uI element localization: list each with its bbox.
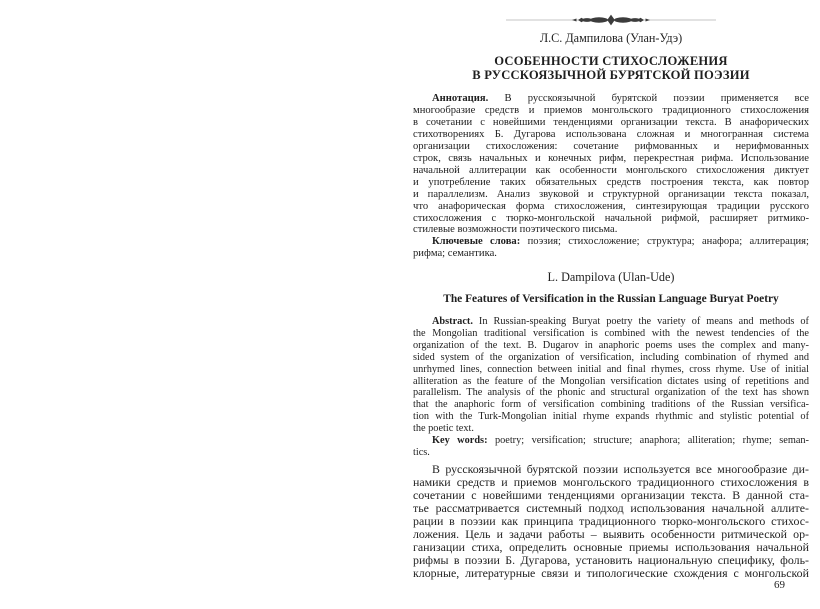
text-line: unrhymed lines, connection between initial and final rhymes, cross rhyme. Use of initial [413,363,809,375]
text-line: рации в поэзии как принципа традиционного тюрко-монгольского стихос- [413,515,809,528]
fleuron-divider-icon [506,13,716,27]
text-line: sided system of the organization of versification, including combination of rhymed and [413,351,809,363]
author-line-ru: Л.С. Дампилова (Улан-Удэ) [539,31,683,45]
text-line: начальной аллитерации как особенности монгольского стихосложения диктует [413,164,809,176]
abstract-paragraph-en [413,316,809,435]
text-line: tics. [413,446,430,458]
text-line: ложения. Цель и задачи работы – выявить особенности ритмической ор- [413,528,809,541]
text-line: тье рассматривается системный подход использования начальной аллите- [413,502,809,515]
article-title-ru [413,55,809,82]
text-line: ганизации стиха, определить основные приемы использования начальной [413,541,809,554]
article-title-ru-line2: В РУССКОЯЗЫЧНОЙ БУРЯТСКОЙ ПОЭЗИИ [472,67,750,82]
text-line: в сочетании с новейшими тенденциями организации текста. В анафорических [413,116,809,128]
keywords-paragraph-en [413,435,809,459]
text-line: организации стихосложения: сочетание рифмованных и нерифмованных [413,140,809,152]
text-line: Аннотация. В русскоязычной бурятской поэзии применяется все [432,93,809,104]
body-paragraph-ru [413,463,809,580]
text-line: стилевые возможности поэтического письма. [413,224,618,236]
text-line: рифма; семантика. [413,247,497,259]
text-line: alliteration as the feature of the Mongolian versification dictates using of repetitions and [413,375,809,387]
annotation-paragraph-ru [413,93,809,236]
text-line: и параллелизм. Анализ звуковой и структурной организации текста показал, [413,188,809,200]
text-line: стихосложения с тюрко-монгольской начальной рифмой, расширяет ритмико- [413,212,809,224]
text-line: the Mongolian traditional versification is combined with the newest tendencies of the [413,327,809,339]
text-line: и употребление таких обязательных средств построения текста, как повтор [413,176,809,188]
text-line: что анафорическая форма стихосложения, синтезирующая традиции русского [413,200,809,212]
text-line: Abstract. In Russian-speaking Buryat poetry the variety of means and methods of [432,316,809,327]
text-line: рифмы в поэзии Б. Дугарова, установить национальную специфику, фоль- [413,554,809,567]
text-line: parallelism. The analysis of the phonic and structural organization of the text has shown [413,387,809,399]
text-line: многообразие средств и приемов монгольского традиционного стихосложения [413,104,809,116]
text-line: organization of the text. B. Dugarov in anaphoric poems uses the complex and many- [413,339,809,351]
text-line: В русскоязычной бурятской поэзии используется все многообразие ди- [432,463,809,476]
text-line: the poetic text. [413,423,474,435]
author-line-en: L. Dampilova (Ulan-Ude) [547,270,675,284]
text-line: строк, связь начальных и конечных рифм, перекрестная рифма. Использование [413,152,809,164]
page-column [413,0,809,609]
keywords-paragraph-ru [413,236,809,260]
text-line: стихотворениях Б. Дугарова использована сложная и многогранная система [413,128,809,140]
text-line: клорные, литературные связи и типологические схождения с монгольской [413,567,809,580]
text-line: tion with the Turk-Mongolian initial rhyme expands rhythmic and stylistic potential of [413,411,809,423]
text-line: that the anaphoric form of versification combining traditions of the Russian versifica- [413,399,809,411]
text-line: Ключевые слова: поэзия; стихосложение; структура; анафора; аллитерация; [432,236,809,247]
text-line: сочетании с новейшими тенденциями организации текста. В данной ста- [413,489,809,502]
article-title-en: The Features of Versification in the Russian Language Buryat Poetry [443,293,779,305]
text-line: намики средств и приемов монгольского традиционного стихосложения в [413,476,809,489]
article-title-ru-line1: ОСОБЕННОСТИ СТИХОСЛОЖЕНИЯ [494,54,728,68]
text-line: Key words: poetry; versification; structure; anaphora; alliteration; rhyme; seman- [432,435,809,446]
page-number: 69 [774,579,785,591]
